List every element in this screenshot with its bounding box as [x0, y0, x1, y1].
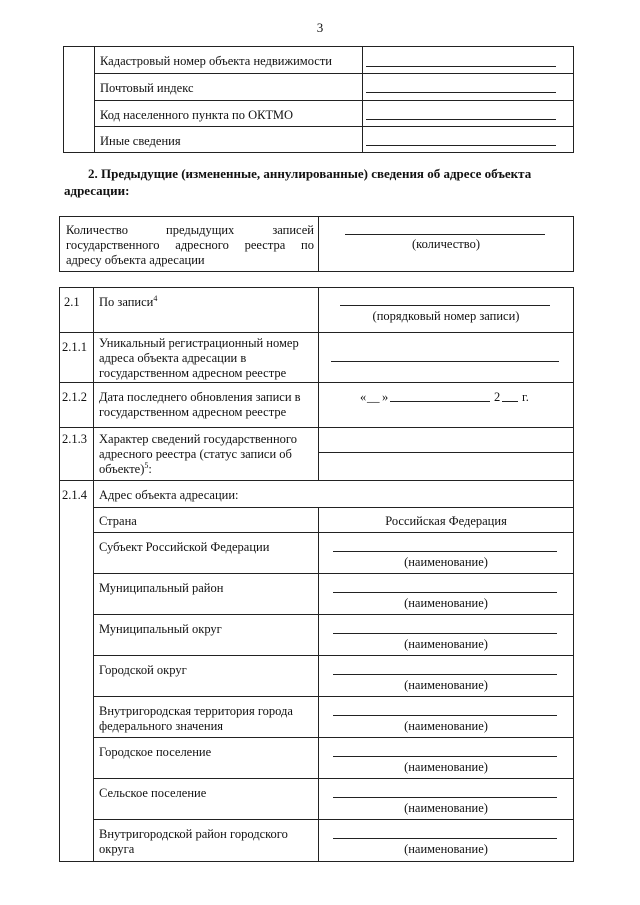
row-divider: [93, 573, 574, 574]
name-caption: (наименование): [404, 760, 488, 774]
row-divider: [93, 819, 574, 820]
date-close-quote: »: [382, 390, 389, 404]
name-caption: (наименование): [404, 555, 488, 569]
count-caption: (количество): [412, 237, 480, 251]
status-label-colon: :: [148, 462, 152, 476]
other-info-field[interactable]: [366, 145, 556, 146]
name-caption: (наименование): [404, 678, 488, 692]
address-item-label: Внутригородская территория города: [99, 704, 293, 718]
row-divider: [93, 737, 574, 738]
row-divider: [93, 696, 574, 697]
status-label-text: объекте): [99, 462, 145, 476]
address-item-label: Городское поселение: [99, 745, 212, 759]
country-label: Страна: [99, 514, 137, 528]
name-caption: (наименование): [404, 801, 488, 815]
row-number: 2.1.2: [62, 390, 87, 404]
footnote-4: 4: [153, 293, 158, 303]
address-item-label: Городской округ: [99, 663, 187, 677]
rural-settlement-field[interactable]: [333, 797, 557, 798]
row-divider: [59, 332, 574, 333]
postal-code-label: Почтовый индекс: [100, 81, 194, 95]
row-divider: [59, 480, 574, 481]
date-year-suffix: г.: [522, 390, 529, 404]
urn-field[interactable]: [331, 361, 559, 362]
row-divider: [93, 532, 574, 533]
count-field[interactable]: [345, 234, 545, 235]
row-divider: [93, 655, 574, 656]
row-divider: [59, 382, 574, 383]
record-number-caption: (порядковый номер записи): [372, 309, 520, 323]
row-number: 2.1.1: [62, 340, 87, 354]
urn-label-line3: государственном адресном реестре: [99, 366, 287, 380]
cadastral-number-field[interactable]: [366, 66, 556, 67]
row-divider: [93, 778, 574, 779]
municipal-okrug-field[interactable]: [333, 633, 557, 634]
row-divider: [93, 507, 574, 508]
postal-code-field[interactable]: [366, 92, 556, 93]
name-caption: (наименование): [404, 637, 488, 651]
urban-settlement-field[interactable]: [333, 756, 557, 757]
address-item-label: федерального значения: [99, 719, 224, 733]
row-divider: [93, 614, 574, 615]
row-number: 2.1.4: [62, 488, 87, 502]
page-number: 3: [316, 20, 324, 35]
row-divider: [94, 73, 574, 74]
row-divider: [94, 126, 574, 127]
date-year-prefix: 2: [494, 390, 501, 404]
count-label-line3: адресу объекта адресации: [66, 253, 205, 267]
city-okrug-field[interactable]: [333, 674, 557, 675]
row-divider: [318, 452, 574, 453]
date-open-quote: «: [360, 390, 367, 404]
date-year-field[interactable]: [502, 401, 518, 402]
country-value: Российская Федерация: [385, 514, 507, 528]
count-label-line1: Количество предыдущих записей: [66, 223, 314, 237]
intracity-territory-field[interactable]: [333, 715, 557, 716]
urn-label-line2: адреса объекта адресации в: [99, 351, 247, 365]
footnote-5: 5: [144, 460, 149, 470]
name-caption: (наименование): [404, 596, 488, 610]
name-caption: (наименование): [404, 842, 488, 856]
oktmo-code-label: Код населенного пункта по ОКТМО: [100, 108, 294, 122]
urn-label-line1: Уникальный регистрационный номер: [99, 336, 299, 350]
address-item-label: Внутригородской район городского: [99, 827, 288, 841]
name-caption: (наименование): [404, 719, 488, 733]
address-item-label: Субъект Российской Федерации: [99, 540, 270, 554]
address-item-label: округа: [99, 842, 135, 856]
by-record-text: По записи: [99, 295, 154, 309]
date-month-field[interactable]: [390, 401, 490, 402]
row-divider: [59, 427, 574, 428]
record-number-field[interactable]: [340, 305, 550, 306]
section-2-heading: [64, 166, 564, 200]
status-label-line2: адресного реестра (статус записи об: [99, 447, 292, 461]
address-item-label: Муниципальный район: [99, 581, 224, 595]
other-info-label: Иные сведения: [100, 134, 181, 148]
update-date-label-line1: Дата последнего обновления записи в: [99, 390, 301, 404]
count-label-line2: государственного адресного реестра по: [66, 238, 314, 252]
subject-field[interactable]: [333, 551, 557, 552]
table-divider: [93, 287, 94, 862]
cadastral-number-label: Кадастровый номер объекта недвижимости: [100, 54, 332, 68]
address-item-label: Сельское поселение: [99, 786, 207, 800]
row-number: 2.1: [64, 295, 80, 309]
by-record-label: [99, 294, 157, 310]
address-item-label: Муниципальный округ: [99, 622, 222, 636]
row-number: 2.1.3: [62, 432, 87, 446]
date-day-field[interactable]: __: [367, 390, 380, 404]
update-date-label-line2: государственном адресном реестре: [99, 405, 287, 419]
section-2-heading-line2: адресации:: [64, 182, 130, 198]
status-label-line1: Характер сведений государственного: [99, 432, 297, 446]
address-section-label: Адрес объекта адресации:: [99, 488, 239, 502]
row-divider: [94, 100, 574, 101]
section-2-heading-line1: 2. Предыдущие (измененные, аннулированные) сведения об адресе объекта: [88, 166, 532, 181]
status-label-line3: [99, 461, 152, 477]
municipal-district-field[interactable]: [333, 592, 557, 593]
intracity-district-field[interactable]: [333, 838, 557, 839]
oktmo-code-field[interactable]: [366, 119, 556, 120]
